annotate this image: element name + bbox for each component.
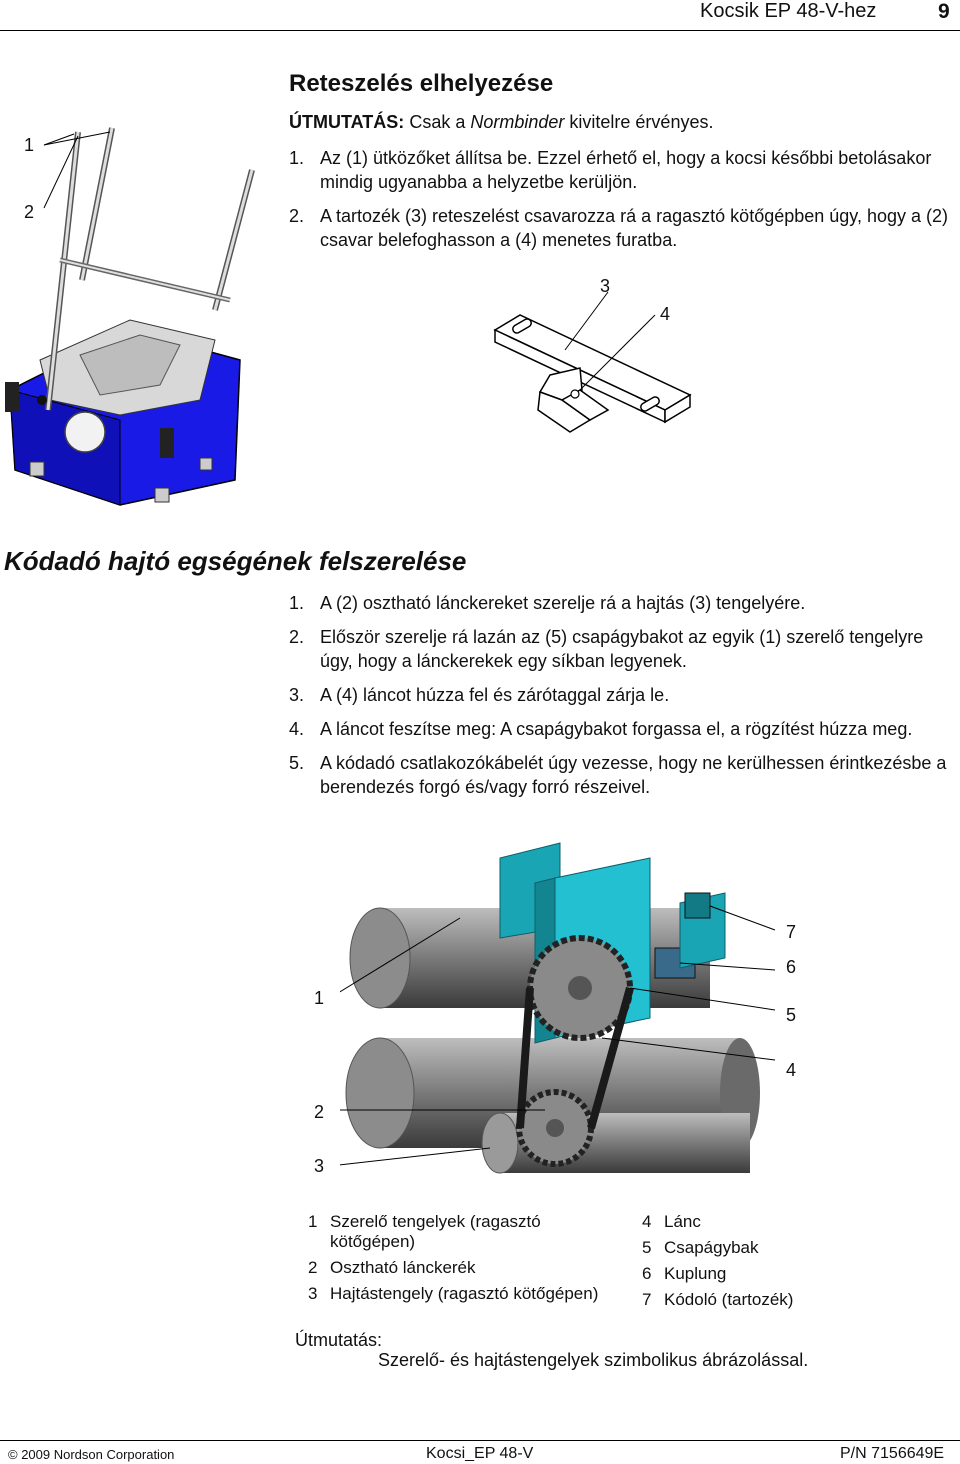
- list-item: 1. A (2) osztható lánckereket szerelje rá a hajtás (3) tengelyére.: [289, 593, 806, 613]
- latch-steps: [289, 146, 949, 262]
- callout-3: 3: [600, 276, 611, 296]
- legend-right: [642, 1212, 942, 1316]
- legend-item: 4 Lánc: [642, 1212, 701, 1231]
- list-item: 2. Először szerelje rá lazán az (5) csapágybakot az egyik (1) szerelő tengelyre úgy, hogy a lánckerekek egy síkban legyenek.: [289, 627, 924, 671]
- note-text-pre: Csak a: [409, 112, 471, 132]
- list-item: 5. A kódadó csatlakozókábelét úgy vezesse, hogy ne kerülhessen érintkezésbe a berendezés forgó és/vagy forró részeivel.: [289, 753, 947, 797]
- callout-enc-1: 1: [314, 988, 325, 1008]
- latch-figure: [490, 270, 700, 450]
- footer-divider: [0, 1440, 960, 1441]
- callout-enc-6: 6: [786, 957, 797, 977]
- callout-1: 1: [24, 135, 35, 155]
- legend-item: 2 Osztható lánckerék: [308, 1258, 476, 1277]
- note-text-post: kivitelre érvényes.: [564, 112, 714, 132]
- latch-illustration: [490, 270, 700, 450]
- encoder-figure: [340, 838, 810, 1188]
- encoder-illustration: [340, 838, 810, 1188]
- list-item: 3. A (4) láncot húzza fel és zárótaggal zárja le.: [289, 685, 670, 705]
- callout-enc-4: 4: [786, 1060, 797, 1080]
- callout-4: 4: [660, 304, 671, 324]
- callout-enc-2: 2: [314, 1102, 325, 1122]
- callout-2: 2: [24, 202, 35, 222]
- figure-note-label: Útmutatás:: [295, 1330, 383, 1350]
- cart-illustration: [0, 110, 260, 510]
- footer-part-number: P/N 7156649E: [840, 1445, 945, 1462]
- section-heading-latch: Reteszelés elhelyezése: [289, 70, 554, 97]
- note-label: ÚTMUTATÁS:: [289, 112, 405, 132]
- list-item: 1. Az (1) ütközőket állítsa be. Ezzel érhető el, hogy a kocsi későbbi betolásakor mindig ugyanabba a helyzetbe kerüljön.: [289, 148, 932, 192]
- header-title: Kocsik EP 48-V-hez: [700, 0, 877, 22]
- legend-item: 5 Csapágybak: [642, 1238, 759, 1257]
- footer-copyright: © 2009 Nordson Corporation: [8, 1447, 175, 1462]
- header-divider: [0, 30, 960, 31]
- footer-doc-name: Kocsi_EP 48-V: [426, 1445, 534, 1462]
- list-item: 4. A láncot feszítse meg: A csapágybakot forgassa el, a rögzítést húzza meg.: [289, 719, 913, 739]
- figure-note-text: Szerelő- és hajtástengelyek szimbolikus ábrázolással.: [378, 1350, 809, 1370]
- cart-figure: [0, 110, 260, 510]
- legend-item: 3 Hajtástengely (ragasztó kötőgépen): [308, 1284, 599, 1303]
- callout-enc-3: 3: [314, 1156, 325, 1176]
- legend-item: 1 Szerelő tengelyek (ragasztó kötőgépen): [308, 1212, 541, 1251]
- list-item: 2. A tartozék (3) reteszelést csavarozza rá a ragasztó kötőgépben úgy, hogy a (2) csavar belefoghasson a (4) menetes furatba.: [289, 206, 948, 250]
- page-number: 9: [938, 0, 950, 23]
- note-text-italic: Normbinder: [470, 112, 565, 132]
- encoder-steps: [289, 591, 949, 809]
- callout-enc-7: 7: [786, 922, 797, 942]
- legend-item: 7 Kódoló (tartozék): [642, 1290, 794, 1309]
- legend-left: [308, 1212, 608, 1310]
- note-latch: [289, 110, 949, 134]
- section-heading-encoder: Kódadó hajtó egségének felszerelése: [4, 546, 467, 576]
- legend-item: 6 Kuplung: [642, 1264, 727, 1283]
- callout-enc-5: 5: [786, 1005, 797, 1025]
